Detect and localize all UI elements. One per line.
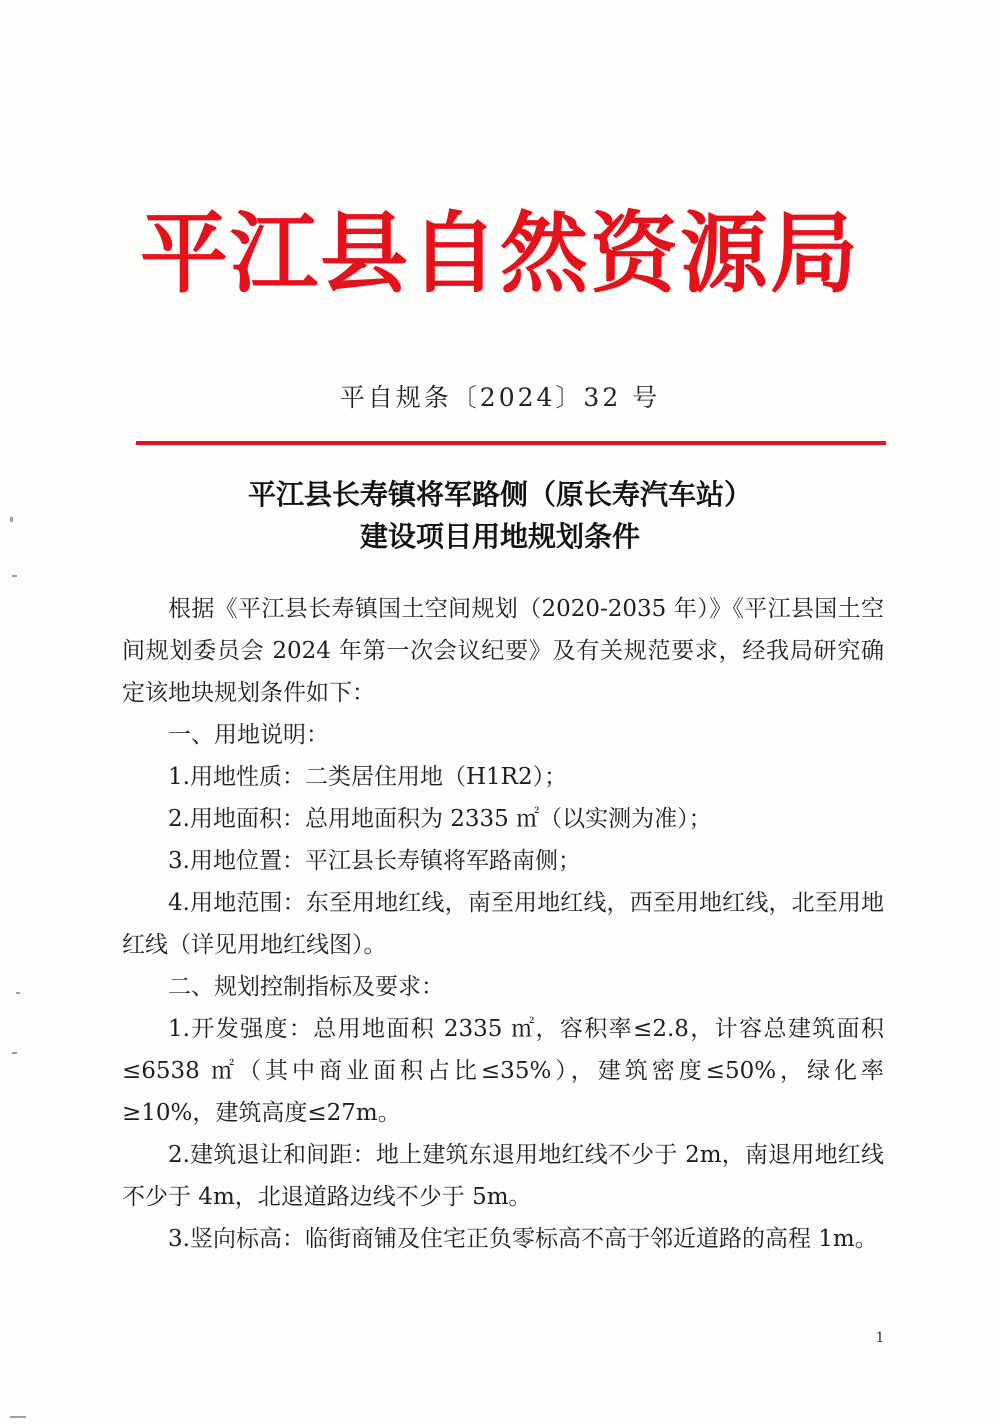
section-1-title: 一、用地说明：	[168, 722, 329, 748]
section-1-item: 2.用地面积：总用地面积为 2335 ㎡（以实测为准）；	[168, 806, 712, 832]
document-heading	[0, 474, 1000, 558]
scan-speck	[12, 575, 17, 577]
scan-speck	[16, 992, 20, 994]
heading-line-2: 建设项目用地规划条件	[359, 520, 640, 553]
section-2-item: 3.竖向标高：临街商铺及住宅正负零标高不高于邻近道路的高程 1m。	[168, 1226, 878, 1252]
heading-line-1: 平江县长寿镇将军路侧（原长寿汽车站）	[247, 478, 752, 511]
section-1-item: 4.用地范围：东至用地红线，南至用地红线，西至用地红线，北至用地红线（详见用地红线图）。	[122, 890, 884, 958]
scan-speck	[12, 1052, 17, 1054]
document-number: 平自规条〔2024〕32 号	[339, 383, 661, 412]
page-number: 1	[875, 1330, 885, 1346]
section-2-item: 1.开发强度：总用地面积 2335 ㎡，容积率≤2.8，计容总建筑面积≤6538 ㎡（其中商业面积占比≤35%），建筑密度≤50%，绿化率≥10%，建筑高度≤27m。	[122, 1016, 884, 1126]
section-2-title: 二、规划控制指标及要求：	[168, 974, 444, 1000]
red-divider-line	[136, 441, 886, 445]
section-1-item: 3.用地位置：平江县长寿镇将军路南侧；	[168, 848, 581, 874]
issuing-organization-title: 平江县自然资源局	[139, 201, 860, 305]
scan-speck	[10, 1416, 26, 1418]
section-2-item: 2.建筑退让和间距：地上建筑东退用地红线不少于 2m，南退用地红线不少于 4m，北退道路边线不少于 5m。	[122, 1142, 884, 1210]
document-body	[122, 588, 884, 1260]
section-1-item: 1.用地性质：二类居住用地（H1R2）；	[168, 764, 568, 790]
intro-paragraph: 根据《平江县长寿镇国土空间规划（2020-2035 年）》《平江县国土空间规划委员会 2024 年第一次会议纪要》及有关规范要求，经我局研究确定该地块规划条件如下：	[122, 596, 884, 706]
scan-speck	[10, 517, 13, 522]
